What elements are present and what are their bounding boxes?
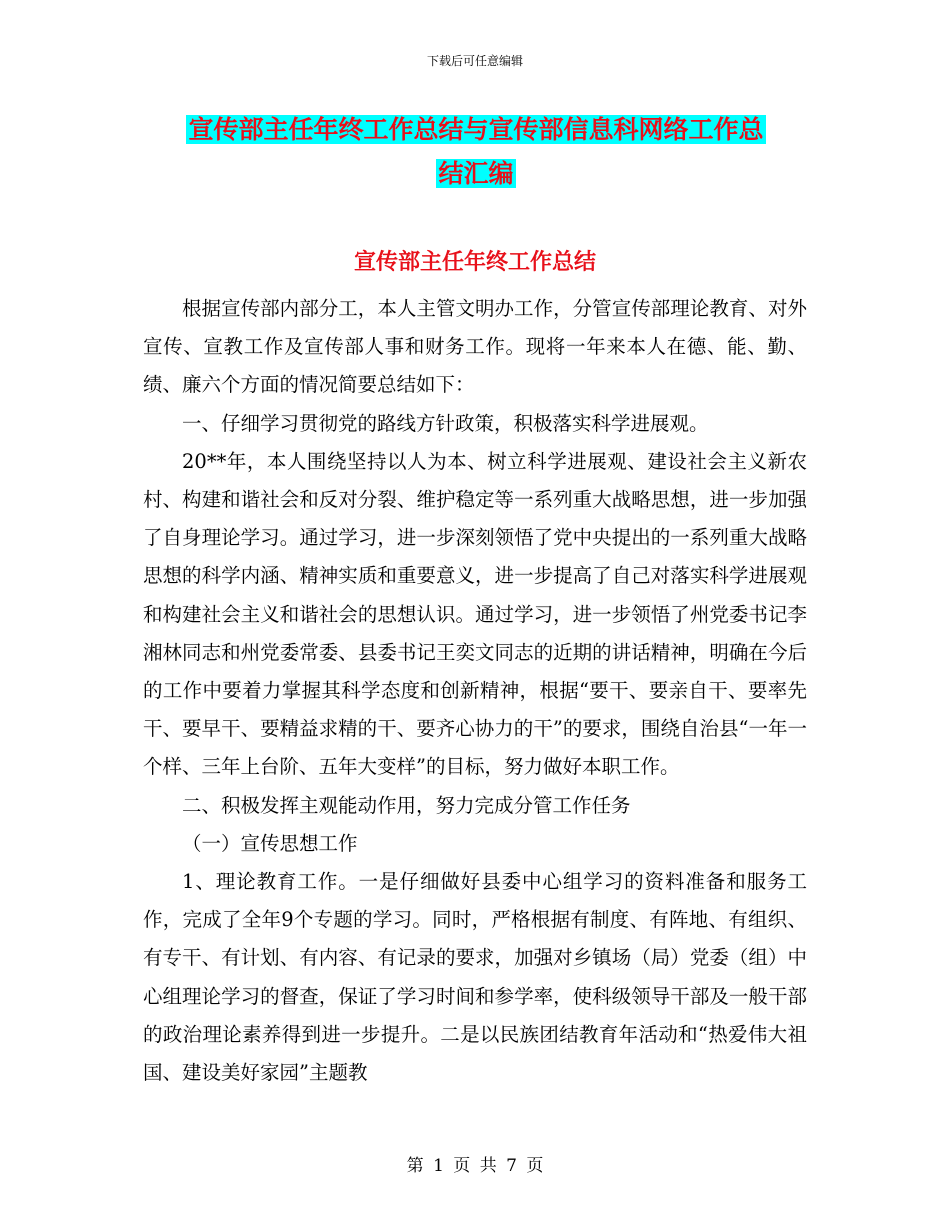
page-header [0, 52, 950, 70]
page-footer [0, 1154, 950, 1178]
paragraph-theory-education: 1、理论教育工作。一是仔细做好县委中心组学习的资料准备和服务工作，完成了全年9个专题的学习。同时，严格根据有制度、有阵地、有组织、有专干、有计划、有内容、有记录的要求，加强对乡镇场（局）党委（组）中心组理论学习的督查，保证了学习时间和参学率，使科级领导干部及一般干部的政治理论素养得到进一步提升。二是以民族团结教育年活动和“热爱伟大祖国、建设美好家园”主题教 [143, 870, 807, 1085]
paragraph-study: 20**年，本人围绕坚持以人为本、树立科学进展观、建设社会主义新农村、构建和谐社会和反对分裂、维护稳定等一系列重大战略思想，进一步加强了自身理论学习。通过学习，进一步深刻领悟了党中央提出的一系列重大战略思想的科学内涵、精神实质和重要意义，进一步提高了自己对落实科学进展观和构建社会主义和谐社会的思想认识。通过学习，进一步领悟了州党委书记李湘林同志和州党委常委、县委书记王奕文同志的近期的讲话精神，明确在今后的工作中要着力掌握其科学态度和创新精神，根据“要干、要亲自干、要率先干、要早干、要精益求精的干、要齐心协力的干”的要求，围绕自治县“一年一个样、三年上台阶、五年大变样”的目标，努力做好本职工作。 [143, 449, 807, 779]
page-number: 第 1 页 共 7 页 [406, 1156, 544, 1176]
header-note: 下载后可任意编辑 [426, 54, 523, 68]
document-title-line-1: 宣传部主任年终工作总结与宣传部信息科网络工作总 [188, 115, 764, 144]
paragraph-heading-1: 一、仔细学习贯彻党的路线方针政策，积极落实科学进展观。 [182, 411, 709, 435]
section-title: 宣传部主任年终工作总结 [353, 249, 596, 275]
paragraph-intro: 根据宣传部内部分工，本人主管文明办工作，分管宣传部理论教育、对外宣传、宣教工作及宣传部人事和财务工作。现将一年来本人在德、能、勤、绩、廉六个方面的情况简要总结如下： [143, 297, 807, 397]
paragraph-heading-2: 二、积极发挥主观能动作用，努力完成分管工作任务 [182, 793, 631, 817]
document-title-line-2: 结汇编 [438, 159, 514, 188]
document-body [143, 290, 807, 1092]
document-title [140, 108, 812, 196]
paragraph-subheading: （一）宣传思想工作 [182, 831, 358, 855]
